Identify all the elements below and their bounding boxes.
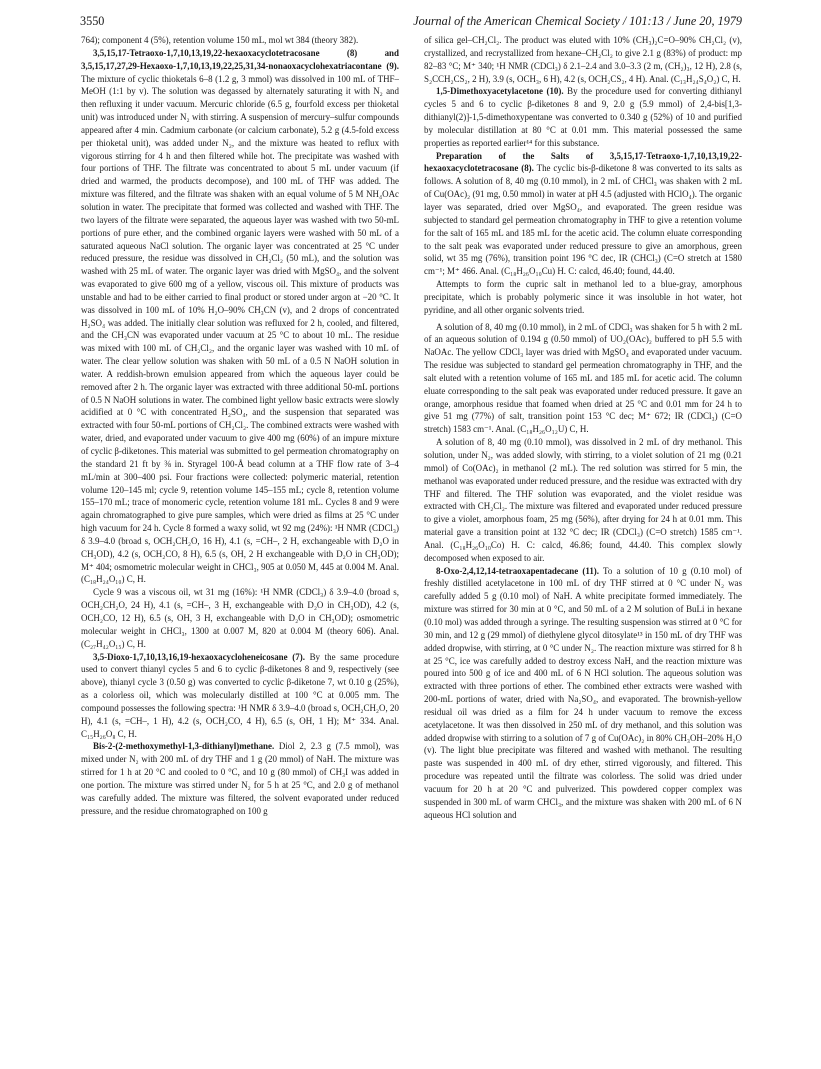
paragraph-text: Attempts to form the cupric salt in methanol led to a blue-gray, amorphous precipitate, which is probably polymeric since it was insoluble in hot water, hot pyridine, and all other organic solvents tried. xyxy=(424,279,742,315)
paragraph-text: A solution of 8, 40 mg (0.10 mmol), in 2 mL of CDCl₃ was shaken for 5 h with 2 mL of an aqueous solution of 0.194 g (0.50 mmol) of UO₂(OAc)₂ buffered to pH 5.5 with NaOAc. The yellow CDCl₃ layer was dried with MgSO₄ and evaporated under vacuum. The residue was subjected to standard gel permeation chromatography in THF, and the salt eluted with a retention volume of 165 mL and 185 mL for acetic acid. The column eluate corresponding to the salt peak was evaporated under reduced pressure. It gave an orange, amorphous residue that foamed when dried at 25 °C and 0.01 mm for 24 h to give 51 mg (77%) of salt, transition point 153 °C dec; M⁺ 672; IR (CDCl₃) (C=O stretch) 1583 cm⁻¹. Anal. (C₁₈H₂₆O₁₂U) C, H. xyxy=(424,321,742,435)
paragraph-text: The mixture of cyclic thioketals 6–8 (1.2 g, 3 mmol) was dissolved in 100 mL of THF–MeOH (1:1 by v). The solution was degassed by alternately saturating it with N₂ and then refluxing it under vacuum. Mercuric chloride (6.5 g, fourfold excess per thioketal unit) was introduced under N₂ with stirring. A suspension of mercury–sulfur compounds appeared after 4 min. Cadmium carbonate (or calcium carbonate), 5.2 g (4.5-fold excess per thioketal unit), was added under N₂, and the mixture was heated to reflux with vigorous stirring for 4 h and then filtered while hot. The precipitate was washed with four portions of THF. The filtrate was concentrated to about 5 mL under vacuum (if dried and warmed, the products decompose), and 100 mL of THF was added. The mixture was filtered, and the filtrate was shaken with an equal volume of 5 M NH₄OAc solution in water. The precipitate that formed was collected and washed with THF. The two layers of the filtrate were separated, the aqueous layer was washed with two 50-mL portions of pure ether, and the combined organic layers were washed with 50 mL of a saturated aqueous NaCl solution. The organic layer was concentrated at 25 °C under reduced pressure, the residue was dissolved in CH₂Cl₂ (50 mL), and the solution was washed with 25 mL of water. The organic layer was dried with MgSO₄, and the solvent was evaporated to give 600 mg of a yellow, viscous oil. This mixture of products was unstable and had to be either carried to final product or stored under argon at −20 °C. It was dissolved in 100 mL of 10% H₂O–90% CH₃CN (v), and 2 drops of concentrated H₂SO₄ was added. The initially clear solution was refluxed for 2 h, cooled, and filtered, and the CH₃CN was evaporated under vacuum at 25 °C to about 10 mL. The residue was mixed with 100 mL of CH₂Cl₂, and the organic layer was washed with 10 mL of water. The clear yellow solution was shaken with 50 mL of a 0.5 N NaOH solution in water. A reddish-brown emulsion appeared from which the aqueous layer could be removed after 2 h. The organic layer was extracted with three additional 50-mL portions of 0.5 N NaOH solutions in water. The combined light yellow basic extracts were slowly acidified at 0 °C with concentrated H₂SO₄, and the suspension that separated was extracted with four 50-mL portions of CH₂Cl₂. The combined extracts were washed with water, dried, and evaporated under vacuum to give 400 mg (60%) of an impure mixture of cyclic β-diketones. This material was submitted to gel permeation chromatography on the standard 21 ft by ⅜ in. Styragel 100-Å bead column at a THF flow rate of 3–4 mL/min at 300–400 psi. Four fractions were collected: polymeric material, retention volume 120–145 ml; cycle 9, retention volume 145–155 mL; cycle 8, retention volume 155–170 mL; trace of monomeric cycle, retention volume 181 mL. Cycles 8 and 9 were again chromatographed to give pure samples, which were dried as films at 25 °C under high vacuum for 24 h. Cycle 8 formed a waxy solid, wt 92 mg (24%): ¹H NMR (CDCl₃) δ 3.9–4.0 (broad s, OCH₂CH₂O, 16 H), 4.1 (s, =CH–, 2 H, exchangeable with D₂O in CH₃OD), 4.2 (s, OCH₂CO, 8 H), 6.5 (s, OH, 2 H exchangeable with D₂O in CH₃OD); M⁺ 404; osmometric molecular weight in CHCl₃, 905 at 0.050 M, 445 at 0.004 M. Anal. (C₁₈H₂₄O₁₀) C, H. xyxy=(81,73,399,585)
paragraph xyxy=(81,586,399,650)
page-number: 3550 xyxy=(80,14,105,28)
paragraph xyxy=(424,321,742,437)
paragraph-text: Diol 2, 2.3 g (7.5 mmol), was mixed under N₂ with 200 mL of dry THF and 1 g (20 mmol) of NaH. The mixture was stirred for 1 h at 20 °C and cooled to 0 °C, and 10 g (80 mmol) of CH₃I was added in one portion. The mixture was stirred under N₂ for 5 h at 25 °C, and 2.0 g of methanol was carefully added. The mixture was filtered, the solvent evaporated under reduced pressure, and the residue chromatographed on 100 g xyxy=(81,741,399,816)
paragraph xyxy=(81,47,399,586)
right-column xyxy=(424,34,742,1060)
page-header xyxy=(80,12,742,30)
paragraph-heading: 3,5,15,17-Tetraoxo-1,7,10,13,19,22-hexaoxacyclotetracosane (8) and 3,5,15,17,27,29-Hexaoxo-1,7,10,13,19,22,25,31,34-nonaoxacyclohexatriacontane (9). xyxy=(81,47,399,71)
paragraph-text: 764); component 4 (5%), retention volume 150 mL, mol wt 384 (theory 382). xyxy=(81,35,359,45)
paragraph-heading: Preparation of the Salts of 3,5,15,17-Tetraoxo-1,7,10,13,19,22-hexaoxacyclotetracosane (8). xyxy=(424,150,742,174)
paragraph xyxy=(81,740,399,817)
paragraph xyxy=(424,565,742,822)
paragraph-text: A solution of 8, 40 mg (0.10 mmol), was dissolved in 2 mL of dry methanol. This solution, under N₂, was added slowly, with stirring, to a violet solution of 21 mg (0.21 mmol) of Co(OAc)₂ in methanol (2 mL). The red solution was stirred for 5 min, the methanol was evaporated under reduced pressure, and the residue was extracted with dry THF and filtered. The THF solution was evaporated, and the violet residue was extracted with CH₂Cl₂. The mixture was filtered and evaporated under reduced pressure to give a violet, amorphous foam, 25 mg (56%), after drying for 24 h at 0.01 mm. This material gave a transition point at 132 °C dec; IR (CDCl₃) (C=O stretch) 1585 cm⁻¹. Anal. (C₁₈H₂₆O₁₀Co) H. C: calcd, 46.86; found, 44.40. This complex slowly decomposed when exposed to air. xyxy=(424,437,742,563)
paragraph-text: To a solution of 10 g (0.10 mol) of freshly distilled acetylacetone in 100 mL of dry THF stirred at 0 °C under N₂ was carefully added 5 g (0.10 mol) of NaH. A white precipitate formed immediately. The mixture was stirred for 30 min at 0 °C, and 50 mL of a 2 M solution of BuLi in hexane (0.10 mol) was added through a syringe. The resulting suspension was stirred at 0 °C for 30 min, and 12 g (29 mmol) of diethylene glycol ditosylate¹³ in 150 mL of dry THF was added dropwise, with stirring, at 0 °C under N₂. The reaction mixture was stirred for 8 h at 25 °C, ice was carefully added to destroy excess NaH, and the reaction mixture was poured into 500 g of ice and 400 mL of 6 N HCl solution. The aqueous solution was extracted with three portions of ether. The combined ether extracts were washed with 200-mL portions of water, dried with Na₂SO₄, and evaporated. The brownish-yellow residual oil was dried as a film for 24 h under vacuum to remove the excess acetylacetone. It was then dissolved in 250 mL of dry methanol, and this solution was added dropwise with stirring to a solution of 7 g of Cu(OAc)₂ in 80% CH₃OH–20% H₂O (v). The light blue precipitate was filtered and washed with methanol. The resulting paste was suspended in 400 mL of dry ether, stirred vigorously, and filtered. This procedure was repeated until the filtrate was colorless. The solid was dried under vacuum for 20 h at 20 °C and pulverized. This powdered copper complex was suspended in 300 mL of warm CHCl₃, and the mixture was shaken with 200 mL of 6 N aqueous HCl solution and xyxy=(424,565,742,820)
paragraph xyxy=(424,150,742,278)
paragraph-text: The cyclic bis-β-diketone 8 was converted to its salts as follows. A solution of 8, 40 mg (0.10 mmol), in 2 mL of CHCl₃ was shaken with 2 mL of Cu(OAc)₂ (91 mg, 0.50 mmol) in water at pH 4.5 (adjusted with HClO₄). The organic layer was separated, dried over MgSO₄, and evaporated. The green residue was subjected to standard gel permeation chromatography in THF to give a retention volume for the salt of 165 mL and 185 mL for the acetic acid. The column eluate corresponding to the salt peak was evaporated under reduced pressure to give an amorphous, green solid, wt 35 mg (76%), transition point 196 °C dec, IR (CHCl₃) (C=O stretch at 1580 cm⁻¹; M⁺ 466. Anal. (C₁₈H₂₆O₁₀Cu) H. C: calcd, 46.40; found, 44.40. xyxy=(424,163,742,277)
paragraph xyxy=(424,436,742,564)
paragraph-heading: 1,5-Dimethoxyacetylacetone (10). xyxy=(436,86,564,97)
paragraph xyxy=(424,34,742,85)
paragraph-heading: 8-Oxo-2,4,12,14-tetraoxapentadecane (11). xyxy=(436,565,600,576)
paragraph-heading: Bis-2-(2-methoxymethyl-1,3-dithianyl)methane. xyxy=(93,741,275,752)
paragraph xyxy=(81,651,399,741)
paragraph-text: Cycle 9 was a viscous oil, wt 31 mg (16%): ¹H NMR (CDCl₃) δ 3.9–4.0 (broad s, OCH₂CH₂O, 24 H), 4.1 (s, =CH–, 3 H, exchangeable with D₂O in CH₃OD), 4.2 (s, OCH₂CO, 12 H), 6.5 (s, OH, 3 H, exchangeable with D₂O in CH₃OD); osmometric molecular weight in CHCl₃, 1300 at 0.007 M, 820 at 0.004 M (theory 606). Anal. (C₂₇H₄₂O₁₅) C, H. xyxy=(81,587,399,649)
paragraph-text: of silica gel–CH₂Cl₂. The product was eluted with 10% (CH₃)₂C=O–90% CH₂Cl₂ (v), crystallized, and recrystallized from hexane–CH₂Cl₂ to give 2.1 g (83%) of product: mp 82–83 °C; M⁺ 340; ¹H NMR (CDCl₃) δ 2.1–2.4 and 3.0–3.3 (2 m, (CH₂)₃, 12 H), 2.8 (s, S₂CCH₂CS₂, 2 H), 3.9 (s, OCH₃, 6 H), 4.2 (s, OCH₂CS₂, 4 H). Anal. (C₁₃H₂₄S₄O₂) C, H. xyxy=(424,35,742,84)
journal-running-head: Journal of the American Chemical Society / 101:13 / June 20, 1979 xyxy=(413,14,742,28)
paragraph-heading: 3,5-Dioxo-1,7,10,13,16,19-hexaoxacycloheneicosane (7). xyxy=(93,651,305,662)
left-column xyxy=(81,34,399,1060)
paragraph-text: By the procedure used for converting dithianyl cycles 5 and 6 to cyclic β-diketones 8 and 9, 2.0 g (5.9 mmol) of 2,4-bis[1,3-dithianyl(2)]-1,5-dimethoxypentane was converted to 0.340 g (52%) of 10 and purified by molecular distillation at 80 °C at 0.01 mm. This material possessed the same properties as reported earlier¹⁴ for this substance. xyxy=(424,86,742,148)
paragraph xyxy=(81,34,399,47)
paragraph xyxy=(424,278,742,317)
paragraph-text: By the same procedure used to convert thianyl cycles 5 and 6 to cyclic β-diketones 8 and 9, respectively (see above), thianyl cycle 3 (0.50 g) was converted to cyclic β-diketone 7, wt 0.10 g (25%), as a colorless oil, which was molecularly distilled at 100 °C at 0.005 mm. The compound possesses the following spectra: ¹H NMR δ 3.9–4.0 (broad s, OCH₂CH₂O, 20 H), 4.1 (s, =CH–, 1 H), 4.2 (s, OCH₂CO, 4 H), 6.5 (s, OH, 1 H); M⁺ 334. Anal. C₁₅H₂₆O₈ C, H. xyxy=(81,651,399,739)
paragraph xyxy=(424,85,742,149)
